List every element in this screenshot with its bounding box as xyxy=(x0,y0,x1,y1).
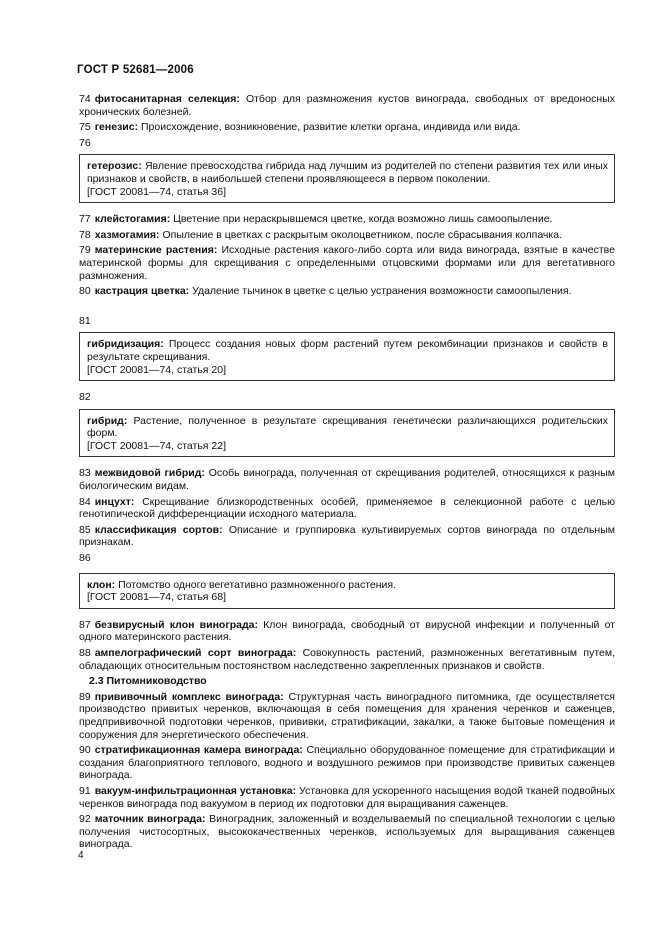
entry-81-number: 81 xyxy=(79,314,91,327)
boxed-definition-81 xyxy=(79,332,615,381)
entry-definition: Опыление в цветках с раскрытым околоцветником, после сбрасывания колпачка. xyxy=(159,228,562,241)
boxed-definition-86 xyxy=(79,573,615,609)
boxed-text xyxy=(87,338,608,363)
entry-78 xyxy=(79,229,615,242)
entry-number: 87 xyxy=(79,618,91,631)
source-reference: [ГОСТ 20081—74, статья 22] xyxy=(87,439,226,452)
entry-number: 80 xyxy=(79,285,91,298)
entry-80 xyxy=(79,285,615,298)
entry-number: 91 xyxy=(79,784,91,797)
entry-76-number: 76 xyxy=(79,136,91,149)
entry-79 xyxy=(79,244,615,282)
entry-number: 89 xyxy=(79,690,91,703)
entry-74 xyxy=(79,93,615,118)
entry-85 xyxy=(79,524,615,549)
entry-92 xyxy=(79,813,615,851)
entry-term: прививочный комплекс винограда: xyxy=(94,690,284,703)
entry-83 xyxy=(79,467,615,492)
entry-number: 75 xyxy=(79,121,91,134)
entry-term: гетерозис: xyxy=(87,160,142,173)
boxed-definition-82 xyxy=(79,409,615,458)
entry-term: ампелографический сорт винограда: xyxy=(94,647,297,659)
entry-term: фитосанитарная селекция: xyxy=(94,93,240,105)
entry-definition: Клон винограда, свободный от вирусной инфекции и полученный от одного материнского растения. xyxy=(79,618,615,644)
entry-84 xyxy=(79,496,615,521)
entry-86-number: 86 xyxy=(79,552,91,565)
entry-definition: Потомство одного вегетативно размноженного растения. xyxy=(115,578,396,591)
entry-term: клейстогамия: xyxy=(94,213,171,226)
source-reference: [ГОСТ 20081—74, статья 36] xyxy=(87,185,226,198)
entry-definition: Исходные растения какого-либо сорта или вида винограда, взятые в качестве материнской формы для скрещивания с определенными отцовскими формами или для вегетативного размножения. xyxy=(79,244,615,282)
entry-definition: Явление превосходства гибрида над лучшим из родителей по степени развития тех или иных признаков и свойств, в наибольшей степени проявляющееся в первом поколении. xyxy=(87,160,608,185)
section-heading: 2.3 Питомниководство xyxy=(89,675,207,688)
entry-term: межвидовой гибрид: xyxy=(94,467,205,480)
boxed-definition-76 xyxy=(79,154,615,203)
entry-term: кастрация цветка: xyxy=(94,285,190,298)
entry-91 xyxy=(79,785,615,810)
entry-87 xyxy=(79,619,615,644)
entry-definition: Процесс создания новых форм растений путем рекомбинации признаков и свойств в результате скрещивания. xyxy=(87,338,608,363)
entry-number: 84 xyxy=(79,495,91,508)
entry-definition: Описание и группировка культивируемых сортов винограда по отдельным признакам. xyxy=(79,523,615,549)
entry-term: безвирусный клон винограда: xyxy=(94,618,258,631)
boxed-text xyxy=(87,415,608,440)
entry-definition: Удаление тычинок в цветке с целью устранения возможности самоопыления. xyxy=(189,285,572,298)
document-body xyxy=(79,93,615,854)
entry-term: вакуум-инфильтрационная установка: xyxy=(94,784,297,797)
entry-term: гибрид: xyxy=(87,414,128,427)
entry-definition: Отбор для размножения кустов винограда, свободных от вредоносных хронических болезней. xyxy=(79,93,615,118)
entry-75 xyxy=(79,121,615,134)
entry-term: генезис: xyxy=(94,121,139,134)
entry-definition: Цветение при нераскрывшемся цветке, когда возможно лишь самоопыление. xyxy=(170,213,553,226)
entry-definition: Скрещивание близкородственных особей, применяемое в селекционной работе с целью генотипической дифференциации исходного материала. xyxy=(79,495,615,521)
spacer xyxy=(79,301,615,315)
entry-82-number: 82 xyxy=(79,391,91,404)
entry-number: 78 xyxy=(79,228,91,241)
entry-number: 79 xyxy=(79,244,91,257)
entry-term: гибридизация: xyxy=(87,338,164,351)
entry-definition: Растение, полученное в результате скрещивания генетически различающихся родительских форм. xyxy=(87,414,608,440)
entry-definition: Структурная часть виноградного питомника, где осуществляется производство привитых черенков, включающая в себя помещения для хранения черенков и саженцев, предпрививочной подготовки черенков, прививки, стратификации, закалки, а также бытовые помещения и сооружения для энергетического обеспечения. xyxy=(79,690,615,741)
entry-number: 74 xyxy=(79,93,91,105)
entry-definition: Установка для ускоренного насыщения водой тканей подвойных черенков винограда под вакуумом в период их подготовки для выращивания саженцев. xyxy=(79,784,615,810)
entry-90 xyxy=(79,744,615,782)
source-reference: [ГОСТ 20081—74, статья 68] xyxy=(87,591,226,604)
boxed-text xyxy=(87,160,608,185)
entry-number: 88 xyxy=(79,647,91,659)
entry-77 xyxy=(79,213,615,226)
boxed-text xyxy=(87,579,608,592)
entry-term: материнские растения: xyxy=(94,244,218,257)
entry-term: хазмогамия: xyxy=(94,228,160,241)
standard-header: ГОСТ Р 52681—2006 xyxy=(77,64,194,76)
entry-term: классификация сортов: xyxy=(94,523,223,536)
entry-88 xyxy=(79,647,615,672)
entry-number: 92 xyxy=(79,813,91,826)
entry-definition: Виноградник, заложенный и возделываемый по специальной технологии с целью получения чистосортных, высококачественных черенков, используемых для выращивания саженцев винограда. xyxy=(79,813,616,851)
entry-number: 83 xyxy=(79,467,91,480)
page-number: 4 xyxy=(78,850,84,861)
source-reference: [ГОСТ 20081—74, статья 20] xyxy=(87,363,226,376)
entry-term: стратификационная камера винограда: xyxy=(94,744,303,757)
entry-definition: Особь винограда, полученная от скрещивания родителей, относящихся к разным биологическим видам. xyxy=(79,467,615,493)
entry-definition: Происхождение, возникновение, развитие клетки органа, индивида или вида. xyxy=(138,121,521,134)
entry-number: 77 xyxy=(79,213,91,226)
entry-definition: Специально оборудованное помещение для стратификации и создания благоприятного теплового, водного и воздушного режимов при производстве привитых саженцев винограда. xyxy=(79,744,615,782)
entry-term: маточник винограда: xyxy=(94,813,206,826)
entry-term: клон: xyxy=(87,578,116,591)
entry-89 xyxy=(79,691,615,741)
entry-definition: Совокупность растений, размноженных вегетативным путем, обладающих относительным постоянством наследственно закрепленных признаков и свойств. xyxy=(79,647,615,672)
entry-term: инцухт: xyxy=(94,495,135,508)
entry-number: 90 xyxy=(79,744,91,757)
entry-number: 85 xyxy=(79,523,91,536)
